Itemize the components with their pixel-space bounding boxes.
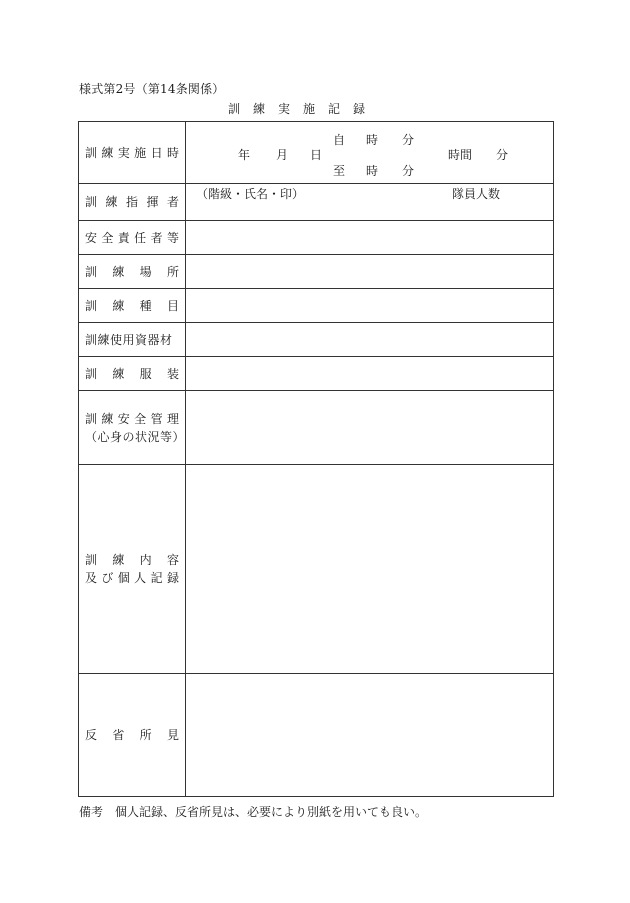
from-hour-label: 時: [366, 133, 379, 147]
row-attire: [79, 357, 554, 391]
value-location[interactable]: [186, 255, 554, 289]
label-equipment: 訓練使用資器材: [79, 323, 186, 357]
year-label: 年: [238, 148, 251, 162]
member-count-label: 隊員人数: [452, 187, 501, 201]
value-equipment[interactable]: [186, 323, 554, 357]
duration-hours-label: 時間: [448, 148, 473, 162]
row-location: [79, 255, 554, 289]
value-instructor[interactable]: [186, 184, 554, 221]
month-label: 月: [276, 148, 289, 162]
value-content[interactable]: [186, 465, 554, 674]
row-equipment: [79, 323, 554, 357]
form-title: 訓練実施記録: [228, 102, 379, 116]
value-attire[interactable]: [186, 357, 554, 391]
label-attire: 訓 練 服 装: [79, 357, 186, 391]
label-instructor: 訓 練 指 揮 者: [79, 184, 186, 221]
footnote: 備考 個人記録、反省所見は、必要により別紙を用いても良い。: [79, 805, 428, 819]
to-hour-label: 時: [366, 164, 379, 178]
row-reflection: [79, 674, 554, 797]
to-minute-label: 分: [402, 164, 415, 178]
label-datetime: 訓 練 実 施 日 時: [79, 122, 186, 184]
row-type: [79, 289, 554, 323]
day-label: 日: [310, 148, 323, 162]
rank-name-seal-label: （階級・氏名・印）: [196, 187, 305, 201]
label-safety-officer: 安 全 責 任 者 等: [79, 221, 186, 255]
form-number: 様式第2号（第14条関係）: [79, 82, 225, 96]
label-type: 訓 練 種 目: [79, 289, 186, 323]
value-safety-officer[interactable]: [186, 221, 554, 255]
duration-minutes-label: 分: [496, 148, 509, 162]
from-label: 自: [333, 133, 346, 147]
to-label: 至: [333, 164, 346, 178]
label-safety-mgmt: 訓 練 安 全 管 理 （心身の状況等）: [79, 391, 186, 465]
value-safety-mgmt[interactable]: [186, 391, 554, 465]
label-reflection: 反 省 所 見: [79, 674, 186, 797]
value-datetime[interactable]: [186, 122, 554, 184]
value-type[interactable]: [186, 289, 554, 323]
row-content: [79, 465, 554, 674]
row-instructor: [79, 184, 554, 221]
label-content: 訓 練 内 容 及 び 個 人 記 録: [79, 465, 186, 674]
row-safety-mgmt: [79, 391, 554, 465]
from-minute-label: 分: [402, 133, 415, 147]
row-datetime: [79, 122, 554, 184]
label-location: 訓 練 場 所: [79, 255, 186, 289]
training-record-table: [78, 121, 554, 797]
value-reflection[interactable]: [186, 674, 554, 797]
row-safety-officer: [79, 221, 554, 255]
